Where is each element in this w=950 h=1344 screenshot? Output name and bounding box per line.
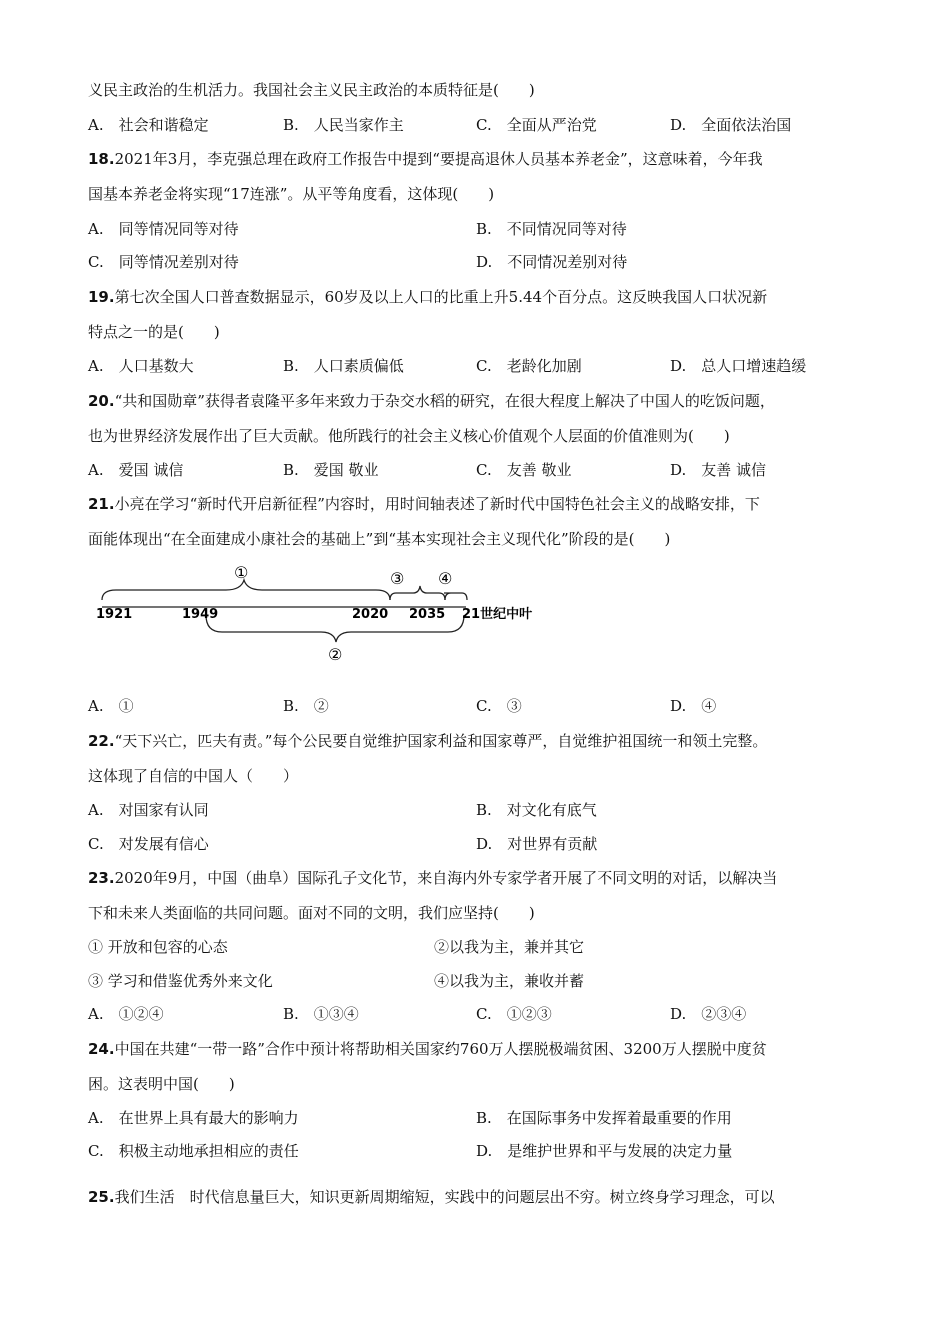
- q23-item-3: ③ 学习和借鉴优秀外来文化: [88, 972, 273, 990]
- q24-option-b: B. 在国际事务中发挥着最重要的作用: [476, 1109, 732, 1127]
- q17-option-d: D. 全面依法治国: [670, 116, 792, 134]
- q23-item-4: ④以我为主，兼收并蓄: [434, 972, 585, 990]
- label-2035: 2035: [409, 607, 446, 622]
- q19-option-d: D. 总人口增速趋缓: [670, 357, 807, 375]
- q21-number: 21.: [88, 495, 115, 513]
- q22-number: 22.: [88, 732, 115, 750]
- q23-stem-line1: [88, 868, 777, 888]
- q19-line1: 第七次全国人口普查数据显示，60岁及以上人口的比重上升5.44个百分点。这反映我国人口状况新: [114, 288, 768, 306]
- mark-1: ①: [234, 563, 249, 582]
- q18-line2: 国基本养老金将实现“17连涨”。从平等角度看，这体现( ): [88, 185, 495, 203]
- q24-option-a: A. 在世界上具有最大的影响力: [88, 1109, 299, 1127]
- q17-option-a: A. 社会和谐稳定: [88, 116, 209, 134]
- q21-option-b: B. ②: [283, 697, 329, 715]
- q18-option-d: D. 不同情况差别对待: [476, 253, 628, 271]
- mark-3: ③: [390, 569, 405, 588]
- q19-number: 19.: [88, 288, 115, 306]
- q20-line1: “共和国勋章”获得者袁隆平多年来致力于杂交水稻的研究，在很大程度上解决了中国人的吃饭问题，: [114, 392, 775, 410]
- q21-timeline-figure: [96, 560, 556, 670]
- q20-stem-line1: [88, 391, 775, 411]
- mark-4: ④: [438, 569, 453, 588]
- q23-option-d: D. ②③④: [670, 1005, 747, 1023]
- q24-line2: 困。这表明中国( ): [88, 1075, 235, 1093]
- q22-option-d: D. 对世界有贡献: [476, 835, 598, 853]
- q21-option-c: C. ③: [476, 697, 522, 715]
- q22-option-a: A. 对国家有认同: [88, 801, 209, 819]
- q25-number: 25.: [88, 1188, 115, 1206]
- mark-2: ②: [328, 645, 343, 664]
- q21-option-a: A. ①: [88, 697, 134, 715]
- q20-line2: 也为世界经济发展作出了巨大贡献。他所践行的社会主义核心价值观个人层面的价值准则为( ): [88, 427, 730, 445]
- q18-line1: 2021年3月，李克强总理在政府工作报告中提到“要提高退休人员基本养老金”，这意味着，今年我: [114, 150, 763, 168]
- q25-stem-line1: [88, 1187, 775, 1207]
- q19-option-c: C. 老龄化加剧: [476, 357, 582, 375]
- q20-option-a: A. 爱国 诚信: [88, 461, 184, 479]
- q17-option-b: B. 人民当家作主: [283, 116, 404, 134]
- q23-line2: 下和未来人类面临的共同问题。面对不同的文明，我们应坚持( ): [88, 904, 535, 922]
- q24-number: 24.: [88, 1040, 115, 1058]
- q20-option-d: D. 友善 诚信: [670, 461, 767, 479]
- q17-text: 义民主政治的生机活力。我国社会主义民主政治的本质特征是( ): [88, 81, 535, 99]
- q25-line1: 我们生活 时代信息量巨大，知识更新周期缩短，实践中的问题层出不穷。树立终身学习理念，可以: [114, 1188, 775, 1206]
- q22-line2: 这体现了自信的中国人（ ）: [88, 767, 299, 785]
- q19-option-a: A. 人口基数大: [88, 357, 194, 375]
- q17-option-c: C. 全面从严治党: [476, 116, 597, 134]
- q21-option-d: D. ④: [670, 697, 717, 715]
- q23-option-c: C. ①②③: [476, 1005, 552, 1023]
- q19-line2: 特点之一的是( ): [88, 323, 220, 341]
- q24-stem-line1: [88, 1039, 767, 1059]
- q23-item-2: ②以我为主，兼并其它: [434, 938, 585, 956]
- q22-stem-line1: [88, 731, 767, 751]
- q24-line1: 中国在共建“一带一路”合作中预计将帮助相关国家约760万人摆脱极端贫困、3200万人摆脱中度贫: [114, 1040, 767, 1058]
- q18-option-c: C. 同等情况差别对待: [88, 253, 239, 271]
- q18-stem-line1: [88, 149, 763, 169]
- q23-option-b: B. ①③④: [283, 1005, 359, 1023]
- q19-stem-line1: [88, 287, 767, 307]
- q21-line1: 小亮在学习“新时代开启新征程”内容时，用时间轴表述了新时代中国特色社会主义的战略安排，下: [114, 495, 760, 513]
- q18-option-a: A. 同等情况同等对待: [88, 220, 239, 238]
- q20-number: 20.: [88, 392, 115, 410]
- label-mid-century: 21世纪中叶: [462, 607, 533, 622]
- label-1949: 1949: [182, 607, 219, 622]
- q23-option-a: A. ①②④: [88, 1005, 164, 1023]
- q19-option-b: B. 人口素质偏低: [283, 357, 404, 375]
- brace-3: [390, 586, 445, 600]
- q24-option-d: D. 是维护世界和平与发展的决定力量: [476, 1142, 733, 1160]
- q18-number: 18.: [88, 150, 115, 168]
- q22-option-b: B. 对文化有底气: [476, 801, 597, 819]
- q23-item-1: ① 开放和包容的心态: [88, 938, 228, 956]
- q18-option-b: B. 不同情况同等对待: [476, 220, 627, 238]
- q20-option-b: B. 爱国 敬业: [283, 461, 379, 479]
- q23-line1: 2020年9月，中国（曲阜）国际孔子文化节，来自海内外专家学者开展了不同文明的对话，以解决当: [114, 869, 778, 887]
- q24-option-c: C. 积极主动地承担相应的责任: [88, 1142, 299, 1160]
- brace-4: [444, 593, 467, 600]
- label-2020: 2020: [352, 607, 389, 622]
- q20-option-c: C. 友善 敬业: [476, 461, 572, 479]
- label-1921: 1921: [96, 607, 133, 622]
- q22-option-c: C. 对发展有信心: [88, 835, 209, 853]
- q23-number: 23.: [88, 869, 115, 887]
- q21-stem-line1: [88, 494, 760, 514]
- brace-1: [102, 580, 390, 600]
- q22-line1: “天下兴亡，匹夫有责。”每个公民要自觉维护国家利益和国家尊严，自觉维护祖国统一和领土完整。: [114, 732, 768, 750]
- q21-line2: 面能体现出“在全面建成小康社会的基础上”到“基本实现社会主义现代化”阶段的是( ): [88, 530, 671, 548]
